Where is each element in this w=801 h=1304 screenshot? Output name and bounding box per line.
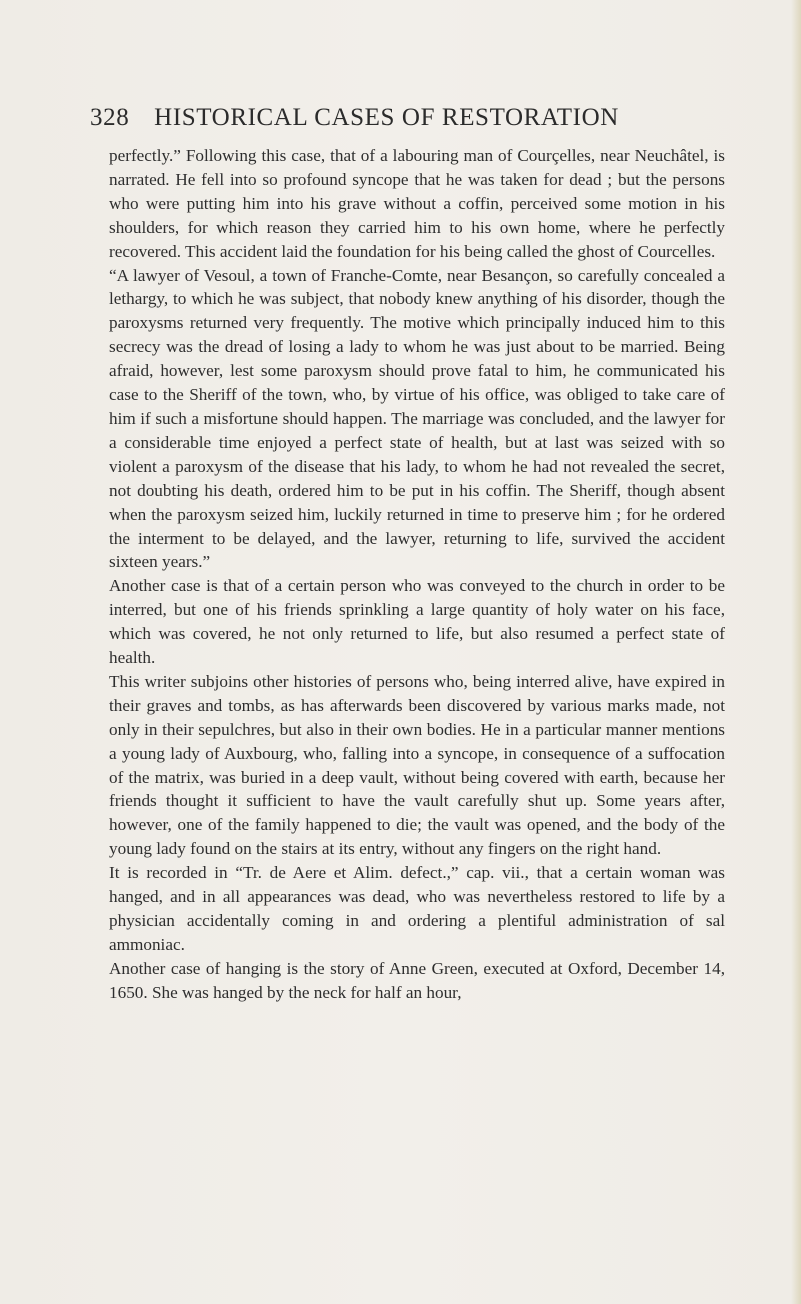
page-edge-shadow — [791, 0, 801, 1304]
paragraph-3: Another case is that of a certain person who was conveyed to the church in order to be interred, but one of his friends sprinkling a large quantity of holy water on his face, which was covered, he not only returned to life, but also resumed a perfect state of health. — [109, 576, 725, 668]
paragraph-5: It is recorded in “Tr. de Aere et Alim. defect.,” cap. vii., that a certain woman was hanged, and in all appearances was dead, who was nevertheless restored to life by a physician accidentally coming in and ordering a plentiful administration of sal ammoniac. — [109, 863, 725, 954]
page-header — [90, 104, 730, 140]
paragraph-6: Another case of hanging is the story of Anne Green, executed at Oxford, December 14, 1650. She was hanged by the neck for half an hour, — [109, 958, 725, 1002]
page-number: 328 — [90, 104, 130, 131]
paragraph-1: perfectly.” Following this case, that of a labouring man of Courçelles, near Neuchâtel, is narrated. He fell into so profound syncope that he was taken for dead ; but the persons who were putting him into his grave without a coffin, perceived some motion in his shoulders, for which reason they carried him to his own home, where he perfectly recovered. This accident laid the foundation for his being called the ghost of Courcelles. — [109, 146, 725, 261]
paragraph-4: This writer subjoins other histories of persons who, being interred alive, have expired in their graves and tombs, as has afterwards been discovered by various marks made, not only in their sepulchres, but also in their own bodies. He in a particular manner mentions a young lady of Auxbourg, who, falling into a syncope, in consequence of a suffocation of the matrix, was buried in a deep vault, without being covered with earth, because her friends thought it sufficient to have the vault carefully shut up. Some years after, however, one of the family happened to die; the vault was opened, and the body of the young lady found on the stairs at its entry, without any fingers on the right hand. — [109, 671, 725, 859]
running-title: HISTORICAL CASES OF RESTORATION — [154, 104, 619, 131]
body-text — [109, 144, 725, 1005]
paragraph-2: “A lawyer of Vesoul, a town of Franche-Comte, near Besançon, so carefully concealed a lethargy, to which he was subject, that nobody knew anything of his disorder, though the paroxysms returned very frequently. The motive which principally induced him to this secrecy was the dread of losing a lady to whom he was just about to be married. Being afraid, however, lest some paroxysm should prove fatal to him, he communicated his case to the Sheriff of the town, who, by virtue of his office, was obliged to take care of him if such a misfortune should happen. The marriage was concluded, and the lawyer for a considerable time enjoyed a perfect state of health, but at last was seized with so violent a paroxysm of the disease that his lady, to whom he had not revealed the secret, not doubting his death, ordered him to be put in his coffin. The Sheriff, though absent when the paroxysm seized him, luckily returned in time to preserve him ; for he ordered the interment to be delayed, and the lawyer, returning to life, survived the accident sixteen years.” — [109, 265, 725, 572]
